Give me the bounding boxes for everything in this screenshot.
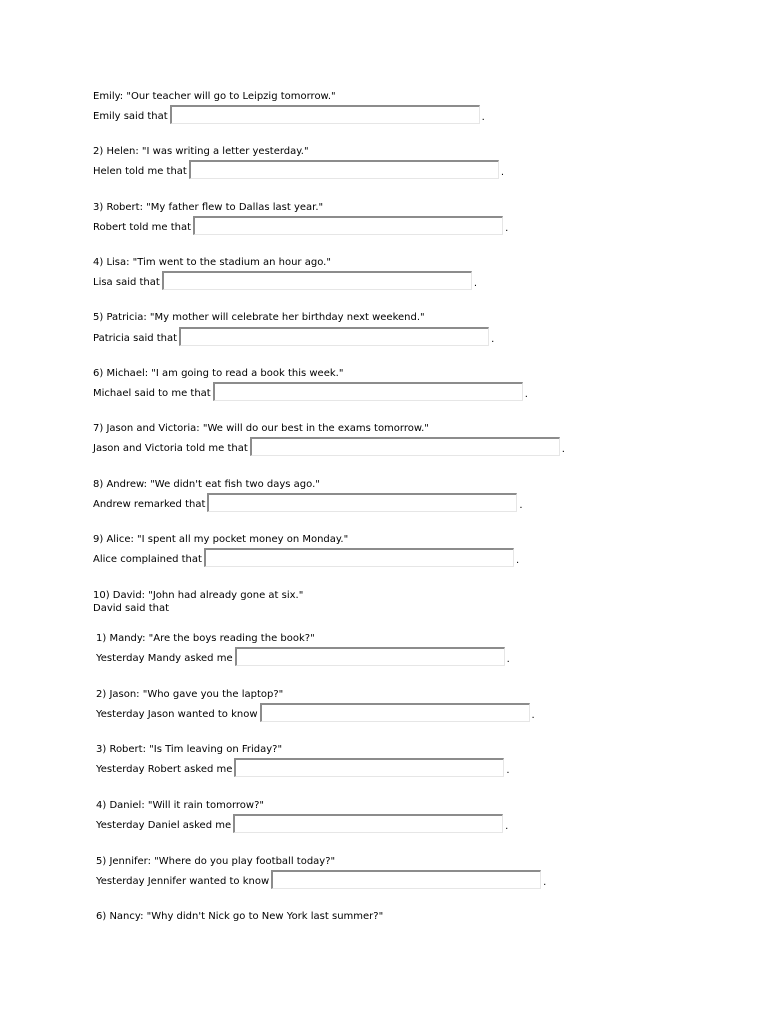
question-prompt: 5) Jennifer: "Where do you play football today?"	[96, 856, 336, 867]
question-prompt: 6) Nancy: "Why didn't Nick go to New York last summer?"	[96, 911, 384, 922]
answer-row	[96, 758, 510, 777]
answer-input[interactable]	[170, 105, 480, 124]
answer-row	[93, 105, 485, 124]
answer-input[interactable]	[213, 382, 523, 401]
answer-row	[96, 703, 535, 722]
sentence-period: .	[561, 444, 565, 455]
answer-label: Yesterday Jason wanted to know	[96, 709, 258, 720]
answer-input[interactable]	[250, 437, 560, 456]
sentence-period: .	[505, 821, 509, 832]
answer-label: Yesterday Mandy asked me	[96, 653, 233, 664]
answer-input[interactable]	[260, 703, 530, 722]
answer-row	[93, 271, 477, 290]
sentence-period: .	[524, 389, 528, 400]
answer-input[interactable]	[271, 870, 541, 889]
sentence-period: .	[531, 710, 535, 721]
question-prompt: 6) Michael: "I am going to read a book this week."	[93, 368, 344, 379]
answer-label: David said that	[93, 603, 170, 614]
answer-label: Lisa said that	[93, 277, 160, 288]
sentence-period: .	[500, 167, 505, 178]
question-prompt: 1) Mandy: "Are the boys reading the book?"	[96, 633, 315, 644]
answer-label: Yesterday Daniel asked me	[96, 820, 232, 831]
question-prompt: 4) Lisa: "Tim went to the stadium an hour ago."	[93, 257, 331, 268]
answer-input[interactable]	[233, 814, 503, 833]
answer-label: Patricia said that	[93, 333, 178, 344]
answer-input[interactable]	[207, 493, 517, 512]
answer-input[interactable]	[179, 327, 489, 346]
question-prompt: 8) Andrew: "We didn't eat fish two days ago."	[93, 479, 320, 490]
answer-label: Yesterday Robert asked me	[96, 764, 233, 775]
question-prompt: 3) Robert: "My father flew to Dallas last year."	[93, 202, 324, 213]
answer-row	[93, 548, 519, 567]
question-prompt: 9) Alice: "I spent all my pocket money on Monday."	[93, 534, 349, 545]
sentence-period: .	[506, 765, 510, 776]
answer-row	[93, 160, 504, 179]
sentence-period: .	[515, 555, 520, 566]
answer-input[interactable]	[193, 216, 503, 235]
answer-row	[96, 814, 508, 833]
answer-label: Yesterday Jennifer wanted to know	[96, 876, 270, 887]
answer-row	[93, 493, 523, 512]
answer-row	[93, 327, 494, 346]
answer-label: Emily said that	[93, 111, 168, 122]
sentence-period: .	[506, 654, 510, 665]
question-prompt: Emily: "Our teacher will go to Leipzig tomorrow."	[93, 91, 336, 102]
sentence-period: .	[473, 278, 478, 289]
question-prompt: 2) Helen: "I was writing a letter yesterday."	[93, 146, 309, 157]
question-prompt: 4) Daniel: "Will it rain tomorrow?"	[96, 800, 264, 811]
answer-row	[96, 870, 546, 889]
answer-label: Helen told me that	[93, 166, 187, 177]
sentence-period: .	[505, 223, 509, 234]
answer-input[interactable]	[204, 548, 514, 567]
answer-input[interactable]	[235, 647, 505, 666]
question-prompt: 2) Jason: "Who gave you the laptop?"	[96, 689, 284, 700]
question-prompt: 10) David: "John had already gone at six."	[93, 590, 304, 601]
answer-row	[93, 437, 565, 456]
answer-row	[93, 216, 508, 235]
answer-input[interactable]	[234, 758, 504, 777]
answer-input[interactable]	[162, 271, 472, 290]
question-prompt: 5) Patricia: "My mother will celebrate her birthday next weekend."	[93, 312, 425, 323]
answer-row	[93, 382, 528, 401]
answer-label: Michael said to me that	[93, 388, 211, 399]
answer-input[interactable]	[189, 160, 499, 179]
answer-label: Robert told me that	[93, 222, 192, 233]
sentence-period: .	[543, 877, 547, 888]
answer-row	[96, 647, 510, 666]
answer-label: Jason and Victoria told me that	[93, 443, 248, 454]
answer-label: Alice complained that	[93, 554, 202, 565]
answer-label: Andrew remarked that	[93, 499, 206, 510]
sentence-period: .	[519, 500, 523, 511]
question-prompt: 7) Jason and Victoria: "We will do our best in the exams tomorrow."	[93, 423, 429, 434]
question-prompt: 3) Robert: "Is Tim leaving on Friday?"	[96, 744, 283, 755]
sentence-period: .	[491, 334, 495, 345]
sentence-period: .	[481, 112, 485, 123]
